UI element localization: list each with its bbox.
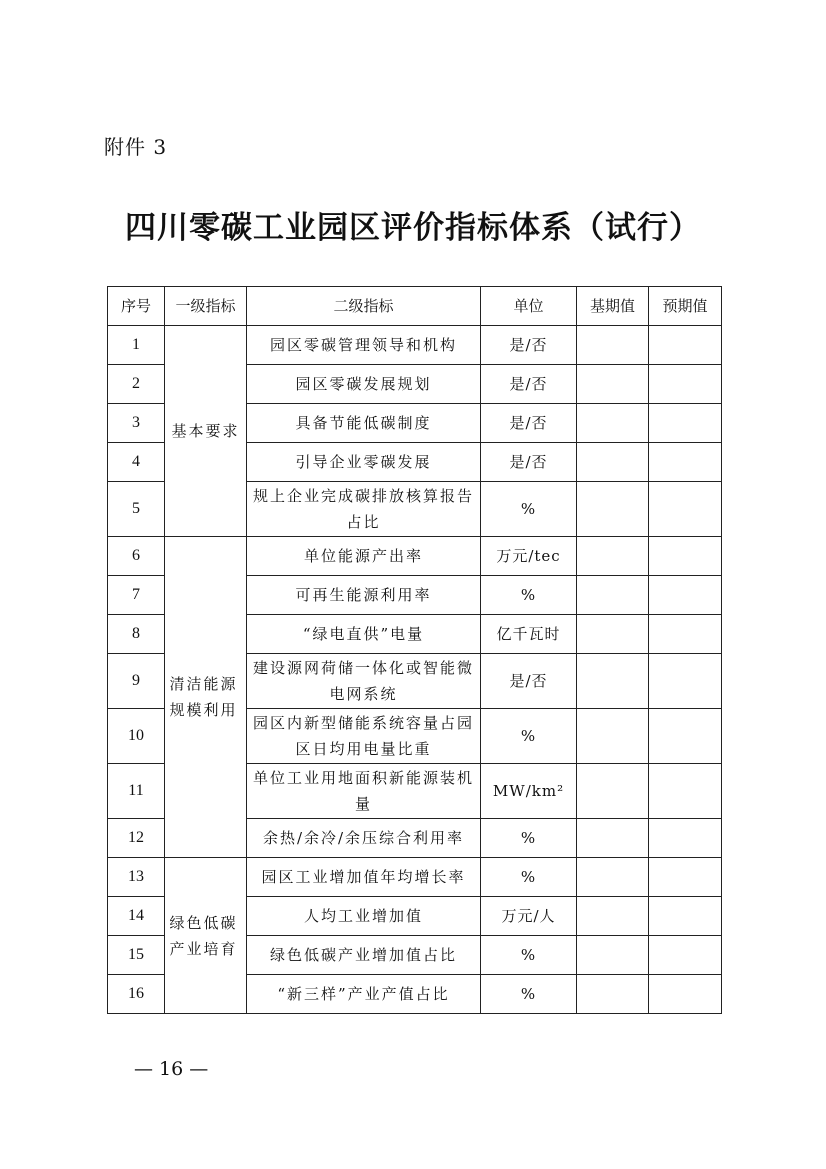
expected-value-cell (649, 482, 722, 537)
header-expected-value: 预期值 (649, 287, 722, 326)
unit-cell: % (481, 975, 577, 1014)
base-value-cell (577, 709, 649, 764)
expected-value-cell (649, 615, 722, 654)
base-value-cell (577, 576, 649, 615)
row-number: 10 (108, 709, 165, 764)
level2-indicator: 园区零碳管理领导和机构 (247, 326, 481, 365)
base-value-cell (577, 764, 649, 819)
table-header-row (108, 287, 722, 326)
row-number: 7 (108, 576, 165, 615)
page-number: — 16 — (134, 1058, 209, 1080)
level2-indicator: 单位能源产出率 (247, 537, 481, 576)
unit-cell: 是/否 (481, 443, 577, 482)
row-number: 12 (108, 819, 165, 858)
indicator-table (107, 286, 722, 1014)
unit-cell: % (481, 858, 577, 897)
row-number: 2 (108, 365, 165, 404)
level2-indicator: “新三样”产业产值占比 (247, 975, 481, 1014)
row-number: 1 (108, 326, 165, 365)
row-number: 5 (108, 482, 165, 537)
level2-indicator: 绿色低碳产业增加值占比 (247, 936, 481, 975)
header-seq: 序号 (108, 287, 165, 326)
base-value-cell (577, 615, 649, 654)
table-row (108, 858, 722, 897)
base-value-cell (577, 936, 649, 975)
base-value-cell (577, 858, 649, 897)
expected-value-cell (649, 936, 722, 975)
level2-indicator: 园区内新型储能系统容量占园区日均用电量比重 (247, 709, 481, 764)
expected-value-cell (649, 537, 722, 576)
base-value-cell (577, 897, 649, 936)
unit-cell: % (481, 936, 577, 975)
base-value-cell (577, 365, 649, 404)
expected-value-cell (649, 365, 722, 404)
base-value-cell (577, 537, 649, 576)
table-row (108, 326, 722, 365)
level1-indicator-label: 绿色低碳产业培育 (169, 913, 238, 958)
unit-cell: MW/km² (481, 764, 577, 819)
expected-value-cell (649, 975, 722, 1014)
row-number: 4 (108, 443, 165, 482)
expected-value-cell (649, 858, 722, 897)
expected-value-cell (649, 897, 722, 936)
unit-cell: 是/否 (481, 404, 577, 443)
base-value-cell (577, 326, 649, 365)
document-title: 四川零碳工业园区评价指标体系（试行） (125, 210, 701, 246)
level2-indicator: “绿电直供”电量 (247, 615, 481, 654)
row-number: 14 (108, 897, 165, 936)
unit-cell: 是/否 (481, 654, 577, 709)
unit-cell: % (481, 819, 577, 858)
level2-indicator: 建设源网荷储一体化或智能微电网系统 (247, 654, 481, 709)
header-level1: 一级指标 (165, 287, 247, 326)
expected-value-cell (649, 819, 722, 858)
level2-indicator: 可再生能源利用率 (247, 576, 481, 615)
level2-indicator: 单位工业用地面积新能源装机量 (247, 764, 481, 819)
unit-cell: % (481, 576, 577, 615)
row-number: 15 (108, 936, 165, 975)
unit-cell: 万元/人 (481, 897, 577, 936)
unit-cell: % (481, 482, 577, 537)
level1-indicator-label: 基本要求 (171, 422, 240, 440)
level2-indicator: 引导企业零碳发展 (247, 443, 481, 482)
expected-value-cell (649, 654, 722, 709)
header-level2: 二级指标 (247, 287, 481, 326)
row-number: 11 (108, 764, 165, 819)
expected-value-cell (649, 576, 722, 615)
expected-value-cell (649, 443, 722, 482)
row-number: 16 (108, 975, 165, 1014)
expected-value-cell (649, 709, 722, 764)
level2-indicator: 具备节能低碳制度 (247, 404, 481, 443)
level2-indicator: 人均工业增加值 (247, 897, 481, 936)
expected-value-cell (649, 326, 722, 365)
row-number: 6 (108, 537, 165, 576)
unit-cell: 亿千瓦时 (481, 615, 577, 654)
level2-indicator: 园区零碳发展规划 (247, 365, 481, 404)
expected-value-cell (649, 764, 722, 819)
base-value-cell (577, 482, 649, 537)
unit-cell: % (481, 709, 577, 764)
base-value-cell (577, 404, 649, 443)
base-value-cell (577, 819, 649, 858)
level1-indicator (165, 326, 247, 537)
base-value-cell (577, 975, 649, 1014)
row-number: 3 (108, 404, 165, 443)
level2-indicator: 规上企业完成碳排放核算报告占比 (247, 482, 481, 537)
row-number: 13 (108, 858, 165, 897)
unit-cell: 是/否 (481, 326, 577, 365)
level1-indicator (165, 858, 247, 1014)
unit-cell: 是/否 (481, 365, 577, 404)
level1-indicator-label: 清洁能源规模利用 (169, 675, 238, 719)
table-row (108, 537, 722, 576)
level2-indicator: 余热/余冷/余压综合利用率 (247, 819, 481, 858)
expected-value-cell (649, 404, 722, 443)
header-base-value: 基期值 (577, 287, 649, 326)
base-value-cell (577, 654, 649, 709)
row-number: 8 (108, 615, 165, 654)
attachment-label: 附件 3 (104, 135, 168, 159)
row-number: 9 (108, 654, 165, 709)
header-unit: 单位 (481, 287, 577, 326)
level2-indicator: 园区工业增加值年均增长率 (247, 858, 481, 897)
unit-cell: 万元/tec (481, 537, 577, 576)
level1-indicator (165, 537, 247, 858)
base-value-cell (577, 443, 649, 482)
